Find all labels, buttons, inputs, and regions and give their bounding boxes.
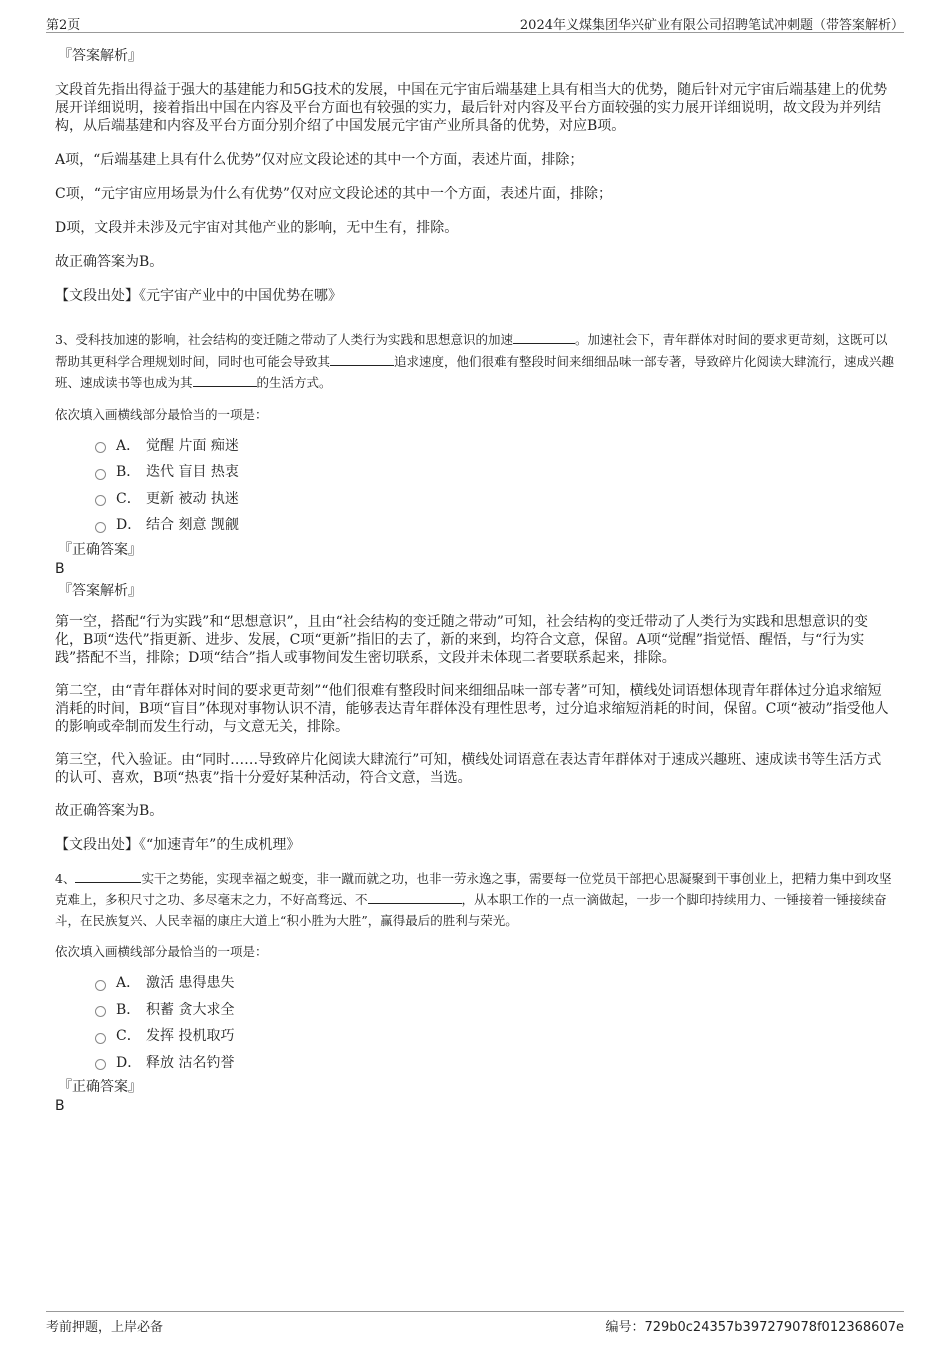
radio-icon[interactable] [95,980,106,991]
radio-icon[interactable] [95,1006,106,1017]
analysis-paragraph: 文段首先指出得益于强大的基建能力和5G技术的发展，中国在元宇宙后端基建上具有相当大的优势，随后针对元宇宙后端基建上的优势展开详细说明，接着指出中国在内容及平台方面也有较强的实力，最后针对内容及平台方面较强的实力展开详细说明，故文段为并列结构，从后端基建和内容及平台方面分别介绍了中国发展元宇宙产业所具备的优势，对应B项。 [55,82,888,134]
question-stem: 3、受科技加速的影响，社会结构的变迁随之带动了人类行为实践和思想意识的加速 。加速社会下，青年群体对时间的要求更苛刻，这既可以帮助其更科学合理规划时间，同时也可能会导致其 追求速度，他们很难有整段时间来细细品味一部专著，导致碎片化阅读大肆流行，速成兴趣班、速成读书等也成为其 的生活方式。 [55,329,895,394]
answer-analysis-label: 『答案解析』 [58,582,142,599]
page-footer [46,1311,904,1340]
analysis-paragraph: 第一空，搭配“行为实践”和“思想意识”，且由“社会结构的变迁随之带动”可知，社会结构的变迁带动了人类行为实践和思想意识的变化，B项“迭代”指更新、进步、发展，C项“更新”指旧的去了，新的来到，均符合文意，保留。A项“觉醒”指觉悟、醒悟，与“行为实践”搭配不当，排除；D项“结合”指人或事物间发生密切联系，文段并未体现二者要联系起来，排除。 [55,613,868,666]
radio-icon[interactable] [95,442,106,453]
radio-icon[interactable] [95,522,106,533]
fill-blank [330,351,394,366]
conclusion: 故正确答案为B。 [55,802,164,819]
option-list [95,432,895,538]
correct-answer-label: 『正确答案』 [58,1079,142,1095]
radio-icon[interactable] [95,1059,106,1070]
question-instruction: 依次填入画横线部分最恰当的一项是： [55,944,268,959]
correct-answer-label: 『正确答案』 [58,541,142,558]
radio-icon[interactable] [95,1033,106,1044]
page-content [55,40,895,1115]
option-b[interactable]: B． 积蓄 贪大求全 [95,996,895,1023]
option-c[interactable]: C． 更新 被动 执迷 [95,485,895,512]
document-title: 2024年义煤集团华兴矿业有限公司招聘笔试冲刺题（带答案解析） [519,18,904,33]
fill-blank [513,329,575,344]
option-d[interactable]: D． 结合 刻意 觊觎 [95,511,895,538]
conclusion: 故正确答案为B。 [55,254,164,270]
analysis-paragraph: 第二空，由“青年群体对时间的要求更苛刻”“他们很难有整段时间来细细品味一部专著”可知，横线处词语想体现青年群体过分追求缩短消耗的时间，B项“盲目”体现对事物认识不清，能够表达青年群体没有理性思考，过分追求缩短消耗的时间，保留。C项“被动”指受他人的影响或牵制而发生行动，与文意无关，排除。 [55,682,889,735]
question-instruction: 依次填入画横线部分最恰当的一项是： [55,406,268,422]
document-code: 编号：729b0c24357b397279078f012368607e [605,1320,904,1335]
analysis-paragraph: A项，“后端基建上具有什么优势”仅对应文段论述的其中一个方面，表述片面，排除； [55,152,584,168]
option-list [95,969,895,1075]
fill-blank [368,889,462,904]
radio-icon[interactable] [95,469,106,480]
option-a[interactable]: A． 觉醒 片面 痴迷 [95,432,895,459]
analysis-paragraph: C项，“元宇宙应用场景为什么有优势”仅对应文段论述的其中一个方面，表述片面，排除； [55,186,613,202]
option-d[interactable]: D． 释放 沽名钓誉 [95,1049,895,1076]
analysis-paragraph: D项，文段并未涉及元宇宙对其他产业的影响，无中生有，排除。 [55,220,459,236]
analysis-paragraph: 第三空，代入验证。由“同时……导致碎片化阅读大肆流行”可知，横线处词语意在表达青年群体对于速成兴趣班、速成读书等生活方式的认可、喜欢，B项“热衷”指十分爱好某种活动，符合文意，当选。 [55,751,882,786]
option-c[interactable]: C． 发挥 投机取巧 [95,1022,895,1049]
fill-blank [75,868,141,883]
fill-blank [193,372,257,387]
source-citation: 【文段出处】《元宇宙产业中的中国优势在哪》 [55,288,342,304]
radio-icon[interactable] [95,495,106,506]
page-header [46,12,904,33]
source-citation: 【文段出处】《“加速青年”的生成机理》 [55,836,301,853]
option-b[interactable]: B． 迭代 盲目 热衷 [95,458,895,485]
footer-slogan: 考前押题，上岸必备 [46,1320,164,1335]
correct-answer: B [55,560,65,577]
question-stem: 4、 实干之势能，实现幸福之蜕变，非一蹴而就之功，也非一劳永逸之事，需要每一位党员干部把心思凝聚到干事创业上，把精力集中到攻坚克难上，多积尺寸之功、多尽毫末之力，不好高骛远、不 ，从本职工作的一点一滴做起，一步一个脚印持续用力、一锤接着一锤接续奋斗，在民族复兴、人民幸福的康庄大道上“积小胜为大胜”，赢得最后的胜利与荣光。 [55,868,895,932]
page-number: 第2页 [46,18,81,33]
answer-analysis-label: 『答案解析』 [58,48,142,64]
option-a[interactable]: A． 激活 患得患失 [95,969,895,996]
correct-answer: B [55,1098,65,1114]
